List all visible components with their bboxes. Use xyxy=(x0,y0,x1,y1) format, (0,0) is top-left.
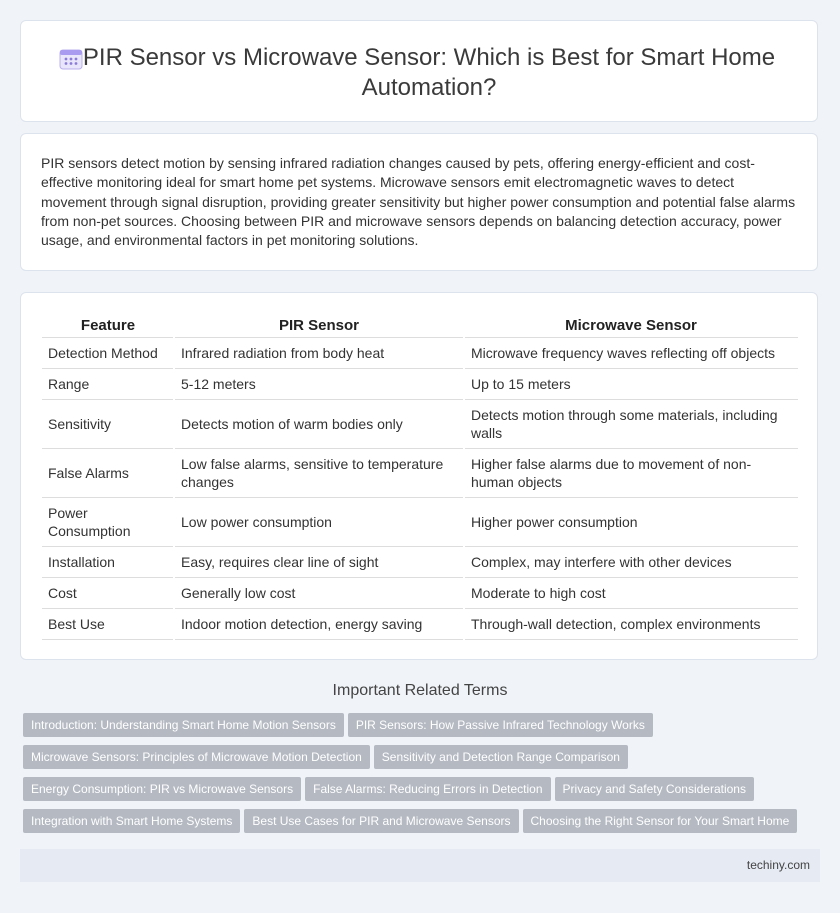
cell-feature: Installation xyxy=(42,547,174,578)
table-row xyxy=(42,609,798,640)
cell-microwave: Microwave frequency waves reflecting off objects xyxy=(464,338,798,369)
related-term-tag[interactable]: Privacy and Safety Considerations xyxy=(555,777,754,801)
intro-paragraph: PIR sensors detect motion by sensing infrared radiation changes caused by pets, offering energy-efficient and cost-effective monitoring ideal for smart home pet systems. Microwave sensors emit electromagnetic waves to detect movement through signal disruption, providing greater sensitivity but higher power consumption and potential false alarms from non-pet sources. Choosing between PIR and microwave sensors depends on balancing detection accuracy, power usage, and environmental factors in pet monitoring solutions. xyxy=(41,155,796,249)
related-term-tag[interactable]: PIR Sensors: How Passive Infrared Technology Works xyxy=(348,713,653,737)
table-row xyxy=(42,369,798,400)
table-row xyxy=(42,449,798,498)
related-term-tag[interactable]: Best Use Cases for PIR and Microwave Sensors xyxy=(244,809,518,833)
cell-pir: Generally low cost xyxy=(174,578,464,609)
related-term-tag[interactable]: Introduction: Understanding Smart Home Motion Sensors xyxy=(23,713,344,737)
table-row xyxy=(42,578,798,609)
cell-feature: Sensitivity xyxy=(42,400,174,449)
table-row xyxy=(42,338,798,369)
cell-feature: Detection Method xyxy=(42,338,174,369)
cell-microwave: Higher power consumption xyxy=(464,498,798,547)
table-row xyxy=(42,547,798,578)
related-term-tag[interactable]: Integration with Smart Home Systems xyxy=(23,809,240,833)
cell-pir: Easy, requires clear line of sight xyxy=(174,547,464,578)
comparison-card xyxy=(20,292,818,660)
cell-feature: Cost xyxy=(42,578,174,609)
related-term-tag[interactable]: Sensitivity and Detection Range Comparison xyxy=(374,745,628,769)
related-term-tag[interactable]: Energy Consumption: PIR vs Microwave Sensors xyxy=(23,777,301,801)
related-terms-title: Important Related Terms xyxy=(332,682,508,699)
cell-microwave: Complex, may interfere with other devices xyxy=(464,547,798,578)
related-terms-list xyxy=(23,713,813,841)
cell-microwave: Through-wall detection, complex environments xyxy=(464,609,798,640)
cell-pir: 5-12 meters xyxy=(174,369,464,400)
cell-feature: Range xyxy=(42,369,174,400)
cell-pir: Low false alarms, sensitive to temperature changes xyxy=(174,449,464,498)
cell-pir: Infrared radiation from body heat xyxy=(174,338,464,369)
table-header-row xyxy=(42,315,798,338)
intro-card xyxy=(20,133,818,271)
cell-microwave: Up to 15 meters xyxy=(464,369,798,400)
page-title: PIR Sensor vs Microwave Sensor: Which is Best for Smart Home Automation? xyxy=(82,44,776,101)
header-feature: Feature xyxy=(42,315,174,338)
cell-feature: Power Consumption xyxy=(42,498,174,547)
table-row xyxy=(42,400,798,449)
cell-feature: False Alarms xyxy=(42,449,174,498)
related-term-tag[interactable]: Choosing the Right Sensor for Your Smart Home xyxy=(523,809,798,833)
related-term-tag[interactable]: False Alarms: Reducing Errors in Detection xyxy=(305,777,550,801)
cell-pir: Low power consumption xyxy=(174,498,464,547)
table-row xyxy=(42,498,798,547)
cell-feature: Best Use xyxy=(42,609,174,640)
cell-pir: Detects motion of warm bodies only xyxy=(174,400,464,449)
header-microwave: Microwave Sensor xyxy=(464,315,798,338)
cell-pir: Indoor motion detection, energy saving xyxy=(174,609,464,640)
header-pir: PIR Sensor xyxy=(174,315,464,338)
cell-microwave: Detects motion through some materials, including walls xyxy=(464,400,798,449)
footer-site-link[interactable]: techiny.com xyxy=(746,858,810,872)
title-card xyxy=(20,20,818,122)
comparison-table xyxy=(42,315,798,640)
related-term-tag[interactable]: Microwave Sensors: Principles of Microwave Motion Detection xyxy=(23,745,370,769)
cell-microwave: Moderate to high cost xyxy=(464,578,798,609)
footer xyxy=(20,849,820,882)
cell-microwave: Higher false alarms due to movement of non-human objects xyxy=(464,449,798,498)
